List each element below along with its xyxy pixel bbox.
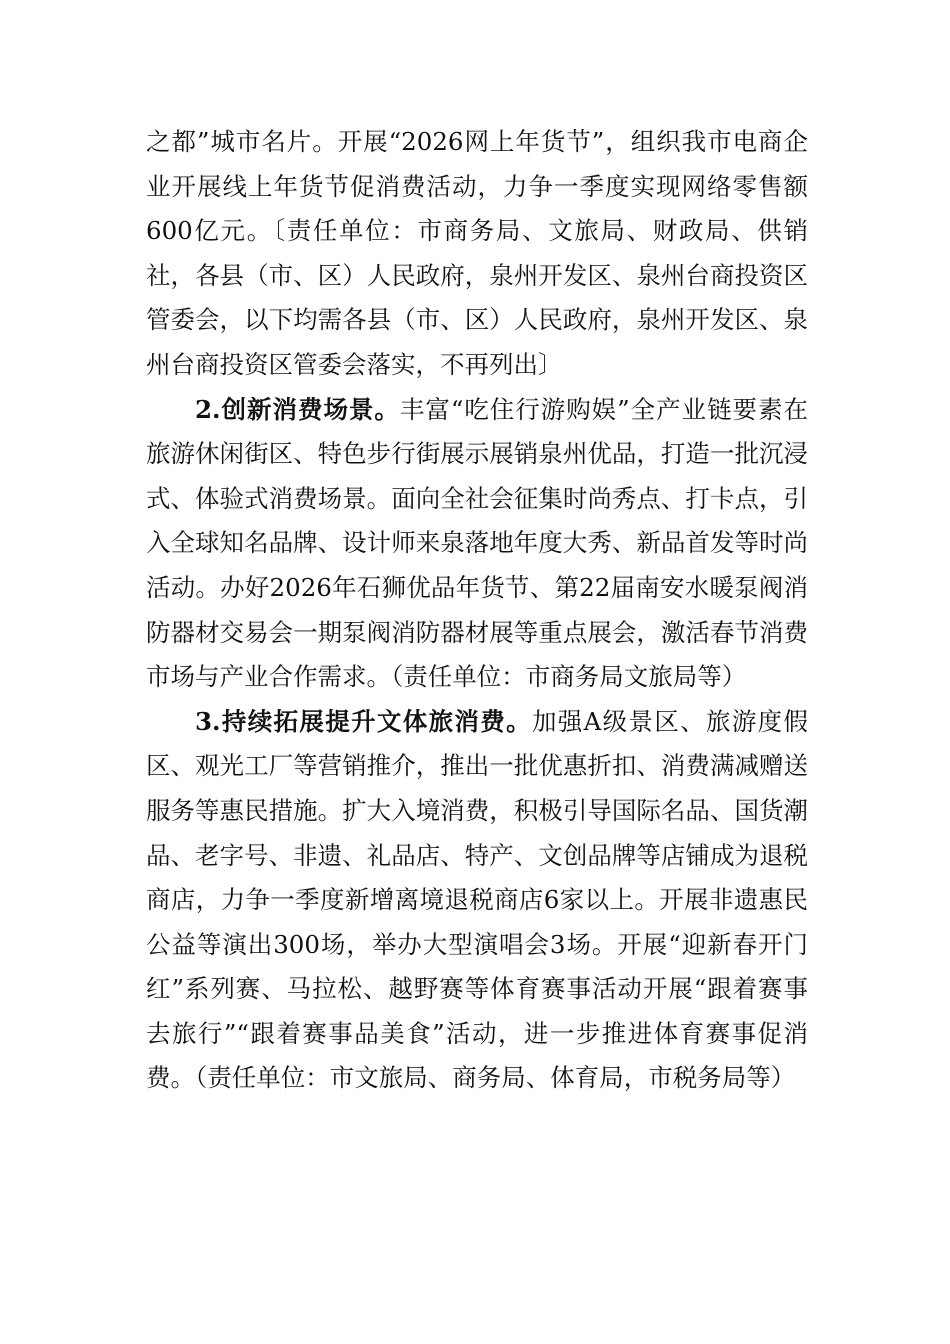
paragraph-2 [146,388,808,700]
paragraph-3-body: 加强A级景区、旅游度假区、观光工厂等营销推介，推出一批优惠折扣、消费满减赠送服务等惠民措施。扩大入境消费，积极引导国际名品、国货潮品、老字号、非遗、礼品店、特产、文创品牌等店铺成为退税商店，力争一季度新增离境退税商店6家以上。开展非遗惠民公益等演出300场，举办大型演唱会3场。开展“迎新春开门红”系列赛、马拉松、越野赛等体育赛事活动开展“跟着赛事去旅行”“跟着赛事品美食”活动，进一步推进体育赛事促消费。（责任单位：市文旅局、商务局、体育局，市税务局等） [146,706,809,1093]
paragraph-3-heading: 3.持续拓展提升文体旅消费。 [195,706,532,736]
document-body [146,120,808,1101]
paragraph-3 [146,700,808,1101]
paragraph-1 [146,120,808,388]
paragraph-2-heading: 2.创新消费场景。 [195,394,400,424]
paragraph-1-body: 之都”城市名片。开展“2026网上年货节”，组织我市电商企业开展线上年货节促消费活动，力争一季度实现网络零售额600亿元。〔责任单位：市商务局、文旅局、财政局、供销社，各县（市、区）人民政府，泉州开发区、泉州台商投资区管委会，以下均需各县（市、区）人民政府，泉州开发区、泉州台商投资区管委会落实，不再列出〕 [146,127,808,379]
paragraph-2-body: 丰富“吃住行游购娱”全产业链要素在旅游休闲街区、特色步行街展示展销泉州优品，打造一批沉浸式、体验式消费场景。面向全社会征集时尚秀点、打卡点，引入全球知名品牌、设计师来泉落地年度大秀、新品首发等时尚活动。办好2026年石狮优品年货节、第22届南安水暖泵阀消防器材交易会一期泵阀消防器材展等重点展会，激活春节消费市场与产业合作需求。（责任单位：市商务局文旅局等） [146,394,808,692]
